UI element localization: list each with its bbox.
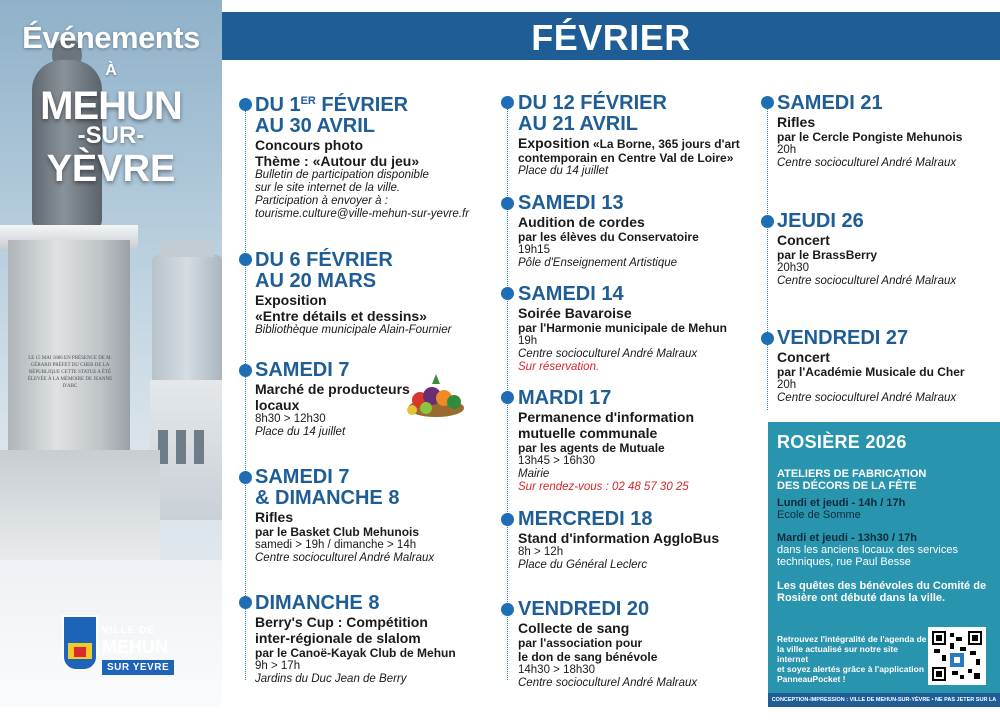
month-header: [222, 12, 1000, 60]
rosiere-promo-line3: et soyez alertés grâce à l'application: [777, 664, 925, 674]
event-place: Centre socioculturel André Malraux: [777, 392, 957, 404]
event-date: JEUDI 26: [777, 210, 864, 232]
event-date: MERCREDI 18: [518, 508, 653, 530]
event-time: 20h30: [777, 262, 809, 274]
rosiere-ateliers-line1: ATELIERS DE FABRICATION: [777, 468, 927, 480]
event-time: 20h: [777, 379, 797, 391]
event-place: Place du 14 juillet: [255, 426, 346, 438]
event-time: 13h45 > 16h30: [518, 455, 596, 467]
event-title: Collecte de sang: [518, 620, 630, 636]
rosiere-quetes: [777, 580, 992, 604]
event-title: Concours photo: [255, 137, 364, 153]
event-subtitle: «Entre détails et dessins»: [255, 308, 427, 324]
timeline-dot: [501, 513, 514, 526]
event-place: Jardins du Duc Jean de Berry: [255, 673, 407, 685]
event-date: VENDREDI 27: [777, 327, 909, 349]
rosiere-slot2-where2: techniques, rue Paul Besse: [777, 556, 911, 568]
timeline-dot: [239, 364, 252, 377]
event-time: 19h: [518, 335, 538, 347]
event-date: SAMEDI 13: [518, 192, 624, 214]
vegetable-basket-icon: [404, 370, 468, 420]
timeline-dot: [239, 471, 252, 484]
event-place: Centre socioculturel André Malraux: [777, 275, 957, 287]
event-audition-cordes: [518, 193, 763, 270]
event-exposition-dessins: [255, 250, 495, 337]
event-subtitle: «La Borne, 365 jours d'art: [592, 137, 740, 151]
event-title: Berry's Cup : Compétition: [255, 614, 428, 630]
event-title: Exposition: [255, 292, 327, 308]
event-title: Soirée Bavaroise: [518, 305, 632, 321]
timeline-dot: [761, 215, 774, 228]
event-time: 20h: [777, 144, 797, 156]
rosiere-slot2-when: Mardi et jeudi - 13h30 / 17h: [777, 532, 917, 544]
event-place: Pôle d'Enseignement Artistique: [518, 257, 678, 269]
event-title: Concert: [777, 232, 830, 248]
rosiere-promo: [777, 634, 927, 684]
event-title: Marché de producteurs: [255, 381, 410, 397]
title-mehun: MEHUN: [40, 84, 182, 128]
event-title: Rifles: [777, 114, 816, 130]
event-subtitle-line2: contemporain en Centre Val de Loire»: [518, 151, 734, 165]
timeline-dot: [239, 98, 252, 111]
event-date: DU 12 FÉVRIER: [518, 92, 667, 114]
event-date: SAMEDI 21: [777, 92, 883, 114]
event-organizer-line2: le don de sang bénévole: [518, 650, 658, 664]
event-date: DU 6 FÉVRIER: [255, 249, 393, 271]
plaque-text: LE 15 MAI 1886 EN PRÉSENCE DE M. GÉRARD PRÉFET DU CHER DE LA RÉPUBLIQUE CETTE STATUE A ÉTÉ ÉLEVÉE À LA MÉMOIRE DE JEANNE D'ARC: [27, 356, 113, 389]
event-appointment-note: Sur rendez-vous : 02 48 57 30 25: [518, 481, 689, 493]
event-title-line2: mutuelle communale: [518, 425, 658, 441]
title-sur: -SUR-: [77, 122, 145, 149]
timeline-dot: [501, 391, 514, 404]
event-organizer: par l'association pour: [518, 636, 643, 650]
timeline-dot: [501, 197, 514, 210]
event-place: Centre socioculturel André Malraux: [518, 677, 698, 689]
rosiere-promo-line2: la ville actualisé sur notre site internet: [777, 644, 898, 664]
event-date-line2: AU 30 AVRIL: [255, 115, 376, 137]
event-organizer: par le BrassBerry: [777, 248, 878, 262]
event-place: Centre socioculturel André Malraux: [777, 157, 957, 169]
timeline-dot: [239, 596, 252, 609]
rosiere-ateliers: [777, 468, 992, 492]
timeline-dot: [501, 603, 514, 616]
event-organizer: par le Cercle Pongiste Mehunois: [777, 130, 963, 144]
event-time: 14h30 > 18h30: [518, 664, 596, 676]
event-organizer: par les agents de Mutuale: [518, 441, 665, 455]
event-time: samedi > 19h / dimanche > 14h: [255, 539, 417, 551]
qr-code[interactable]: [928, 627, 986, 685]
event-soiree-bavaroise: [518, 284, 763, 374]
rosiere-promo-line4: PanneauPocket !: [777, 674, 846, 684]
logo-ville: VILLE DE: [102, 625, 156, 636]
building: [150, 380, 222, 520]
event-title-row: [518, 135, 763, 151]
cover-photo-panel: [0, 0, 222, 707]
logo-sur-yevre: SUR YEVRE: [102, 660, 174, 675]
event-title-line2: inter-régionale de slalom: [255, 630, 421, 646]
timeline-dot: [761, 332, 774, 345]
event-rifles-pongiste: [777, 93, 997, 170]
rosiere-title: ROSIÈRE 2026: [777, 432, 907, 452]
event-date-line2: AU 21 AVRIL: [518, 113, 639, 135]
event-date-line2: & DIMANCHE 8: [255, 487, 400, 509]
rosiere-footer: CONCEPTION-IMPRESSION : VILLE DE MEHUN-SUR-YÈVRE • NE PAS JETER SUR LA VOIE PUBLIQUE: [768, 693, 1000, 707]
event-reservation-note: Sur réservation.: [518, 361, 600, 373]
event-info: Participation à envoyer à :: [255, 195, 388, 207]
qr-code-icon: [932, 631, 982, 681]
timeline-dot: [761, 96, 774, 109]
event-email: tourisme.culture@ville-mehun-sur-yevre.fr: [255, 208, 470, 220]
event-date: SAMEDI 14: [518, 283, 624, 305]
event-date: DU 1ER FÉVRIER: [255, 94, 409, 116]
timeline-col3: [767, 105, 768, 410]
event-place: Centre socioculturel André Malraux: [255, 552, 435, 564]
event-exposition-la-borne: [518, 93, 763, 178]
event-title-line2: locaux: [255, 397, 300, 413]
event-organizer: par le Basket Club Mehunois: [255, 525, 420, 539]
event-place: Mairie: [518, 468, 550, 480]
title-evenements: Événements: [22, 20, 200, 55]
event-title: Exposition: [518, 135, 590, 151]
event-collecte-sang: [518, 599, 763, 690]
event-title: Concert: [777, 349, 830, 365]
event-time: 9h > 17h: [255, 660, 301, 672]
timeline-dot: [501, 287, 514, 300]
event-date: SAMEDI 7: [255, 466, 350, 488]
event-organizer: par l'Académie Musicale du Cher: [777, 365, 965, 379]
rosiere-slot2: [777, 532, 992, 568]
logo-mehun: MEHUN: [102, 637, 168, 657]
rosiere-promo-line1: Retrouvez l'intégralité de l'agenda de: [777, 634, 927, 644]
event-date: MARDI 17: [518, 387, 612, 409]
event-date: DIMANCHE 8: [255, 592, 380, 614]
event-place: Centre socioculturel André Malraux: [518, 348, 698, 360]
event-info: Bulletin de participation disponible: [255, 169, 429, 181]
event-title: Audition de cordes: [518, 214, 645, 230]
month-title: FÉVRIER: [531, 17, 691, 58]
rosiere-quetes-line1: Les quêtes des bénévoles du Comité de: [777, 580, 987, 592]
event-info: sur le site internet de la ville.: [255, 182, 401, 194]
rosiere-slot1: [777, 497, 992, 521]
city-logo: [62, 615, 182, 677]
rosiere-slot2-where1: dans les anciens locaux des services: [777, 544, 958, 556]
event-organizer: par les élèves du Conservatoire: [518, 230, 699, 244]
event-title: Stand d'information AggloBus: [518, 530, 720, 546]
rosiere-box: [768, 422, 1000, 717]
rosiere-quetes-line2: Rosière ont débuté dans la ville.: [777, 592, 946, 604]
event-marche-producteurs: [255, 360, 425, 439]
title-a: À: [105, 62, 117, 79]
event-date: VENDREDI 20: [518, 598, 650, 620]
event-place: Place du 14 juillet: [518, 165, 609, 177]
event-title: Rifles: [255, 509, 294, 525]
event-organizer: par l'Harmonie municipale de Mehun: [518, 321, 727, 335]
event-place: Place du Général Leclerc: [518, 559, 648, 571]
event-concert-academie: [777, 328, 997, 405]
timeline-dot: [501, 96, 514, 109]
event-date-line2: AU 20 MARS: [255, 270, 377, 292]
event-organizer: par le Canoë-Kayak Club de Mehun: [255, 646, 456, 660]
event-time: 8h > 12h: [518, 546, 564, 558]
rosiere-slot1-when: Lundi et jeudi - 14h / 17h: [777, 497, 906, 509]
event-permanence-mutuelle: [518, 388, 763, 494]
event-subtitle: Thème : «Autour du jeu»: [255, 153, 420, 169]
event-place: Bibliothèque municipale Alain-Fournier: [255, 324, 452, 336]
event-time: 19h15: [518, 244, 550, 256]
event-concours-photo: [255, 95, 495, 221]
timeline-dot: [239, 253, 252, 266]
event-date: SAMEDI 7: [255, 359, 350, 381]
rosiere-slot1-where: Ecole de Somme: [777, 509, 861, 521]
event-title: Permanence d'information: [518, 409, 695, 425]
event-stand-agglobus: [518, 509, 763, 572]
event-berrys-cup: [255, 593, 500, 686]
event-rifles-basket: [255, 467, 495, 565]
timeline-col1: [245, 105, 246, 680]
title-yevre: YÈVRE: [46, 148, 176, 190]
event-concert-brassberry: [777, 211, 997, 288]
rosiere-ateliers-line2: DES DÉCORS DE LA FÊTE: [777, 480, 917, 492]
city-shield-icon: [62, 615, 98, 671]
event-time: 8h30 > 12h30: [255, 413, 326, 425]
